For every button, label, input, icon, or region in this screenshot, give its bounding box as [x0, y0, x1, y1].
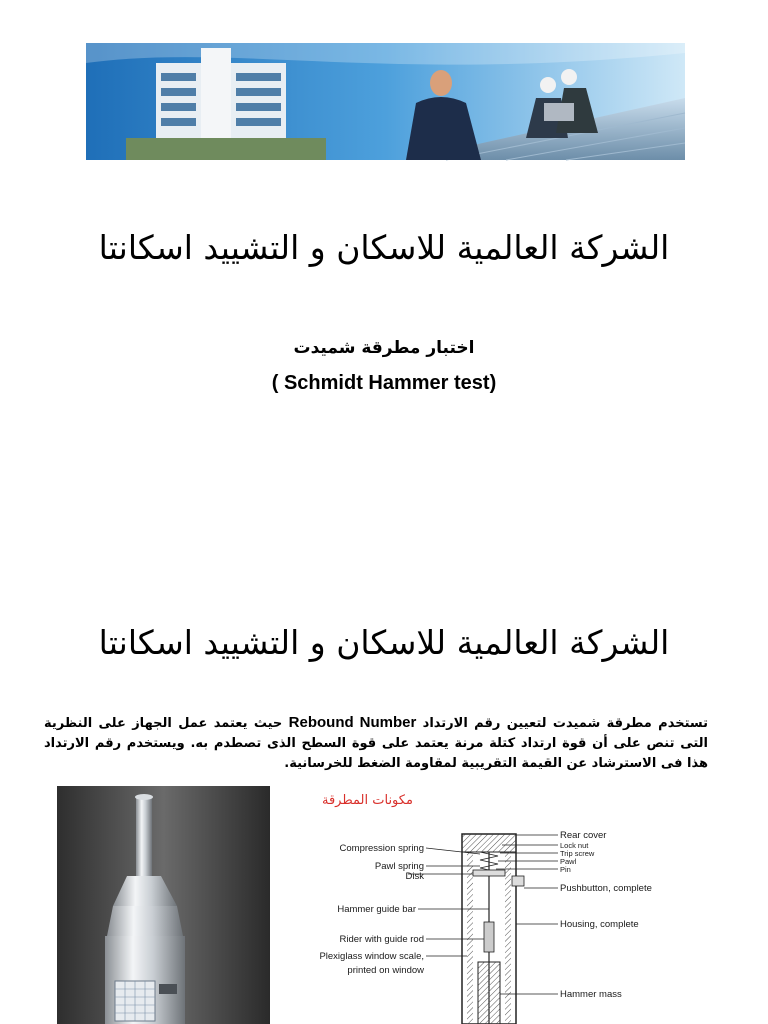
label-compression-spring: Compression spring [339, 843, 424, 854]
label-rear-cover: Rear cover [560, 830, 607, 841]
label-lock-nut: Lock nut [560, 841, 589, 850]
rebound-number-term: Rebound Number [288, 714, 417, 731]
label-pawl-spring: Pawl spring [374, 861, 424, 872]
label-hammer-mass: Hammer mass [560, 989, 622, 1000]
label-pushbutton: Pushbutton, complete [560, 883, 652, 894]
label-housing: Housing, complete [560, 919, 639, 930]
hammer-components-title: مكونات المطرقة [322, 793, 413, 808]
label-hammer-guide-bar: Hammer guide bar [337, 904, 416, 915]
company-title: الشركة العالمية للاسكان و التشييد اسكانتا [98, 228, 670, 267]
description-part1: تستخدم مطرقة شميدت لتعيين رقم الارتداد [416, 716, 708, 731]
test-title-arabic: اختبار مطرقة شميدت [293, 338, 475, 358]
label-rider-guide-rod: Rider with guide rod [339, 934, 424, 945]
schmidt-hammer-photo [57, 786, 270, 1024]
label-plexiglass-window-1: Plexiglass window scale, [319, 951, 424, 962]
label-plexiglass-window-2: printed on window [347, 965, 424, 976]
test-title-english: ( Schmidt Hammer test) [271, 372, 497, 394]
label-pawl: Pawl [560, 857, 577, 866]
label-pin: Pin [560, 865, 571, 874]
label-disk: Disk [405, 871, 424, 882]
description-paragraph [44, 713, 708, 774]
company-title-repeat: الشركة العالمية للاسكان و التشييد اسكانتا [98, 623, 670, 662]
label-trip-screw: Trip screw [560, 849, 595, 858]
description-part2: حيث يعتمد عمل الجهاز على النظرية التى تنص على أن قوة ارتداد كتلة مرنة يعتمد على قوة السطح الذى تصطدم به. ويستخدم رقم الارتداد هذا فى الاسترشاد عن القيمة التقريبية لمقاومة الضغط للخرسانية. [44, 716, 708, 771]
hammer-components-diagram [319, 822, 670, 1024]
header-banner-image [86, 43, 685, 160]
